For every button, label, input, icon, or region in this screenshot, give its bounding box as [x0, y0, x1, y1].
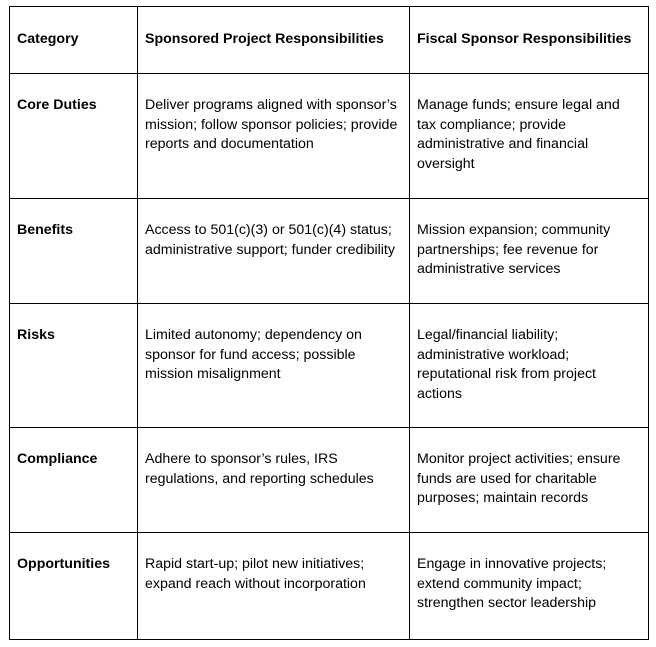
table-row	[10, 304, 649, 428]
responsibilities-table	[9, 6, 649, 640]
row-sponsored-cell: Limited autonomy; dependency on sponsor for fund access; possible mission misalignment	[138, 304, 410, 428]
row-category: Compliance	[10, 428, 138, 533]
row-category: Opportunities	[10, 533, 138, 640]
table-row	[10, 74, 649, 199]
row-fiscal-cell: Manage funds; ensure legal and tax compliance; provide administrative and financial oversight	[410, 74, 649, 199]
row-fiscal-cell: Mission expansion; community partnerships; fee revenue for administrative services	[410, 199, 649, 304]
table-row	[10, 428, 649, 533]
table-header-row	[10, 7, 649, 74]
header-sponsored-project: Sponsored Project Responsibilities	[138, 7, 410, 74]
row-fiscal-cell: Engage in innovative projects; extend community impact; strengthen sector leadership	[410, 533, 649, 640]
row-sponsored-cell: Access to 501(c)(3) or 501(c)(4) status; administrative support; funder credibility	[138, 199, 410, 304]
row-sponsored-cell: Adhere to sponsor’s rules, IRS regulations, and reporting schedules	[138, 428, 410, 533]
row-fiscal-cell: Legal/financial liability; administrative workload; reputational risk from project actions	[410, 304, 649, 428]
row-fiscal-cell: Monitor project activities; ensure funds are used for charitable purposes; maintain records	[410, 428, 649, 533]
row-sponsored-cell: Deliver programs aligned with sponsor’s mission; follow sponsor policies; provide reports and documentation	[138, 74, 410, 199]
row-sponsored-cell: Rapid start-up; pilot new initiatives; expand reach without incorporation	[138, 533, 410, 640]
row-category: Core Duties	[10, 74, 138, 199]
row-category: Benefits	[10, 199, 138, 304]
header-category: Category	[10, 7, 138, 74]
table-row	[10, 533, 649, 640]
header-fiscal-sponsor: Fiscal Sponsor Responsibilities	[410, 7, 649, 74]
table-row	[10, 199, 649, 304]
row-category: Risks	[10, 304, 138, 428]
